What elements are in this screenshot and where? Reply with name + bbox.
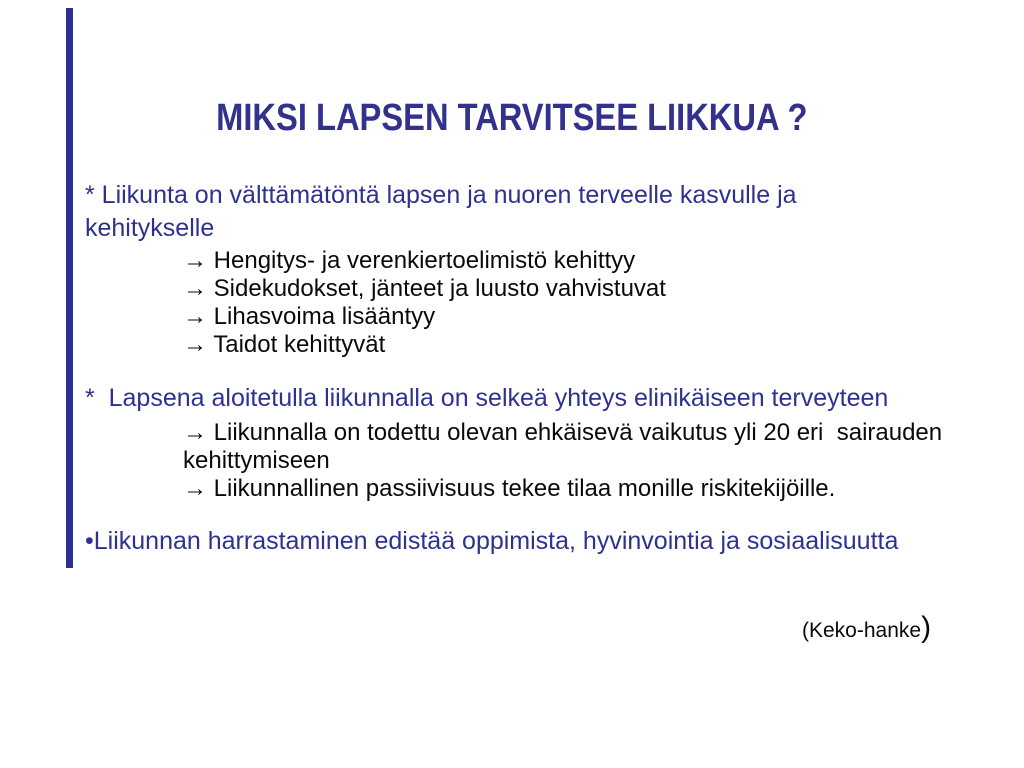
source-caption bbox=[802, 611, 932, 644]
text-line: * Liikunta on välttämätöntä lapsen ja nuoren terveelle kasvulle ja bbox=[85, 181, 797, 209]
arrow-list-item: → Hengitys- ja verenkiertoelimistö kehittyy bbox=[183, 247, 636, 274]
arrow-list-item: → Liikunnallinen passiivisuus tekee tilaa monille riskitekijöille. bbox=[183, 475, 836, 502]
slide-title-text: MIKSI LAPSEN TARVITSEE LIIKKUA ? bbox=[216, 97, 808, 139]
arrow-list-item: → Lihasvoima lisääntyy bbox=[183, 303, 436, 330]
arrow-list-2 bbox=[183, 419, 942, 503]
text-line: •Liikunnan harrastaminen edistää oppimista, hyvinvointia ja sosiaalisuutta bbox=[85, 527, 899, 555]
source-caption-text: (Keko-hanke bbox=[802, 619, 922, 642]
text-line: * Lapsena aloitetulla liikunnalla on selkeä yhteys elinikäiseen terveyteen bbox=[85, 384, 889, 412]
arrow-list-item: kehittymiseen bbox=[183, 447, 330, 474]
slide-title bbox=[0, 96, 1024, 140]
bullet-point-1 bbox=[85, 179, 797, 245]
bullet-point-2 bbox=[85, 382, 888, 415]
source-caption-paren: ) bbox=[921, 611, 932, 644]
arrow-list-1 bbox=[183, 247, 666, 359]
arrow-list-item: → Taidot kehittyvät bbox=[183, 331, 386, 358]
bullet-point-3 bbox=[85, 525, 898, 558]
text-line: kehitykselle bbox=[85, 214, 215, 242]
left-accent-line bbox=[66, 8, 73, 568]
arrow-list-item: → Liikunnalla on todettu olevan ehkäisevä vaikutus yli 20 eri sairauden bbox=[183, 419, 943, 446]
arrow-list-item: → Sidekudokset, jänteet ja luusto vahvistuvat bbox=[183, 275, 666, 302]
